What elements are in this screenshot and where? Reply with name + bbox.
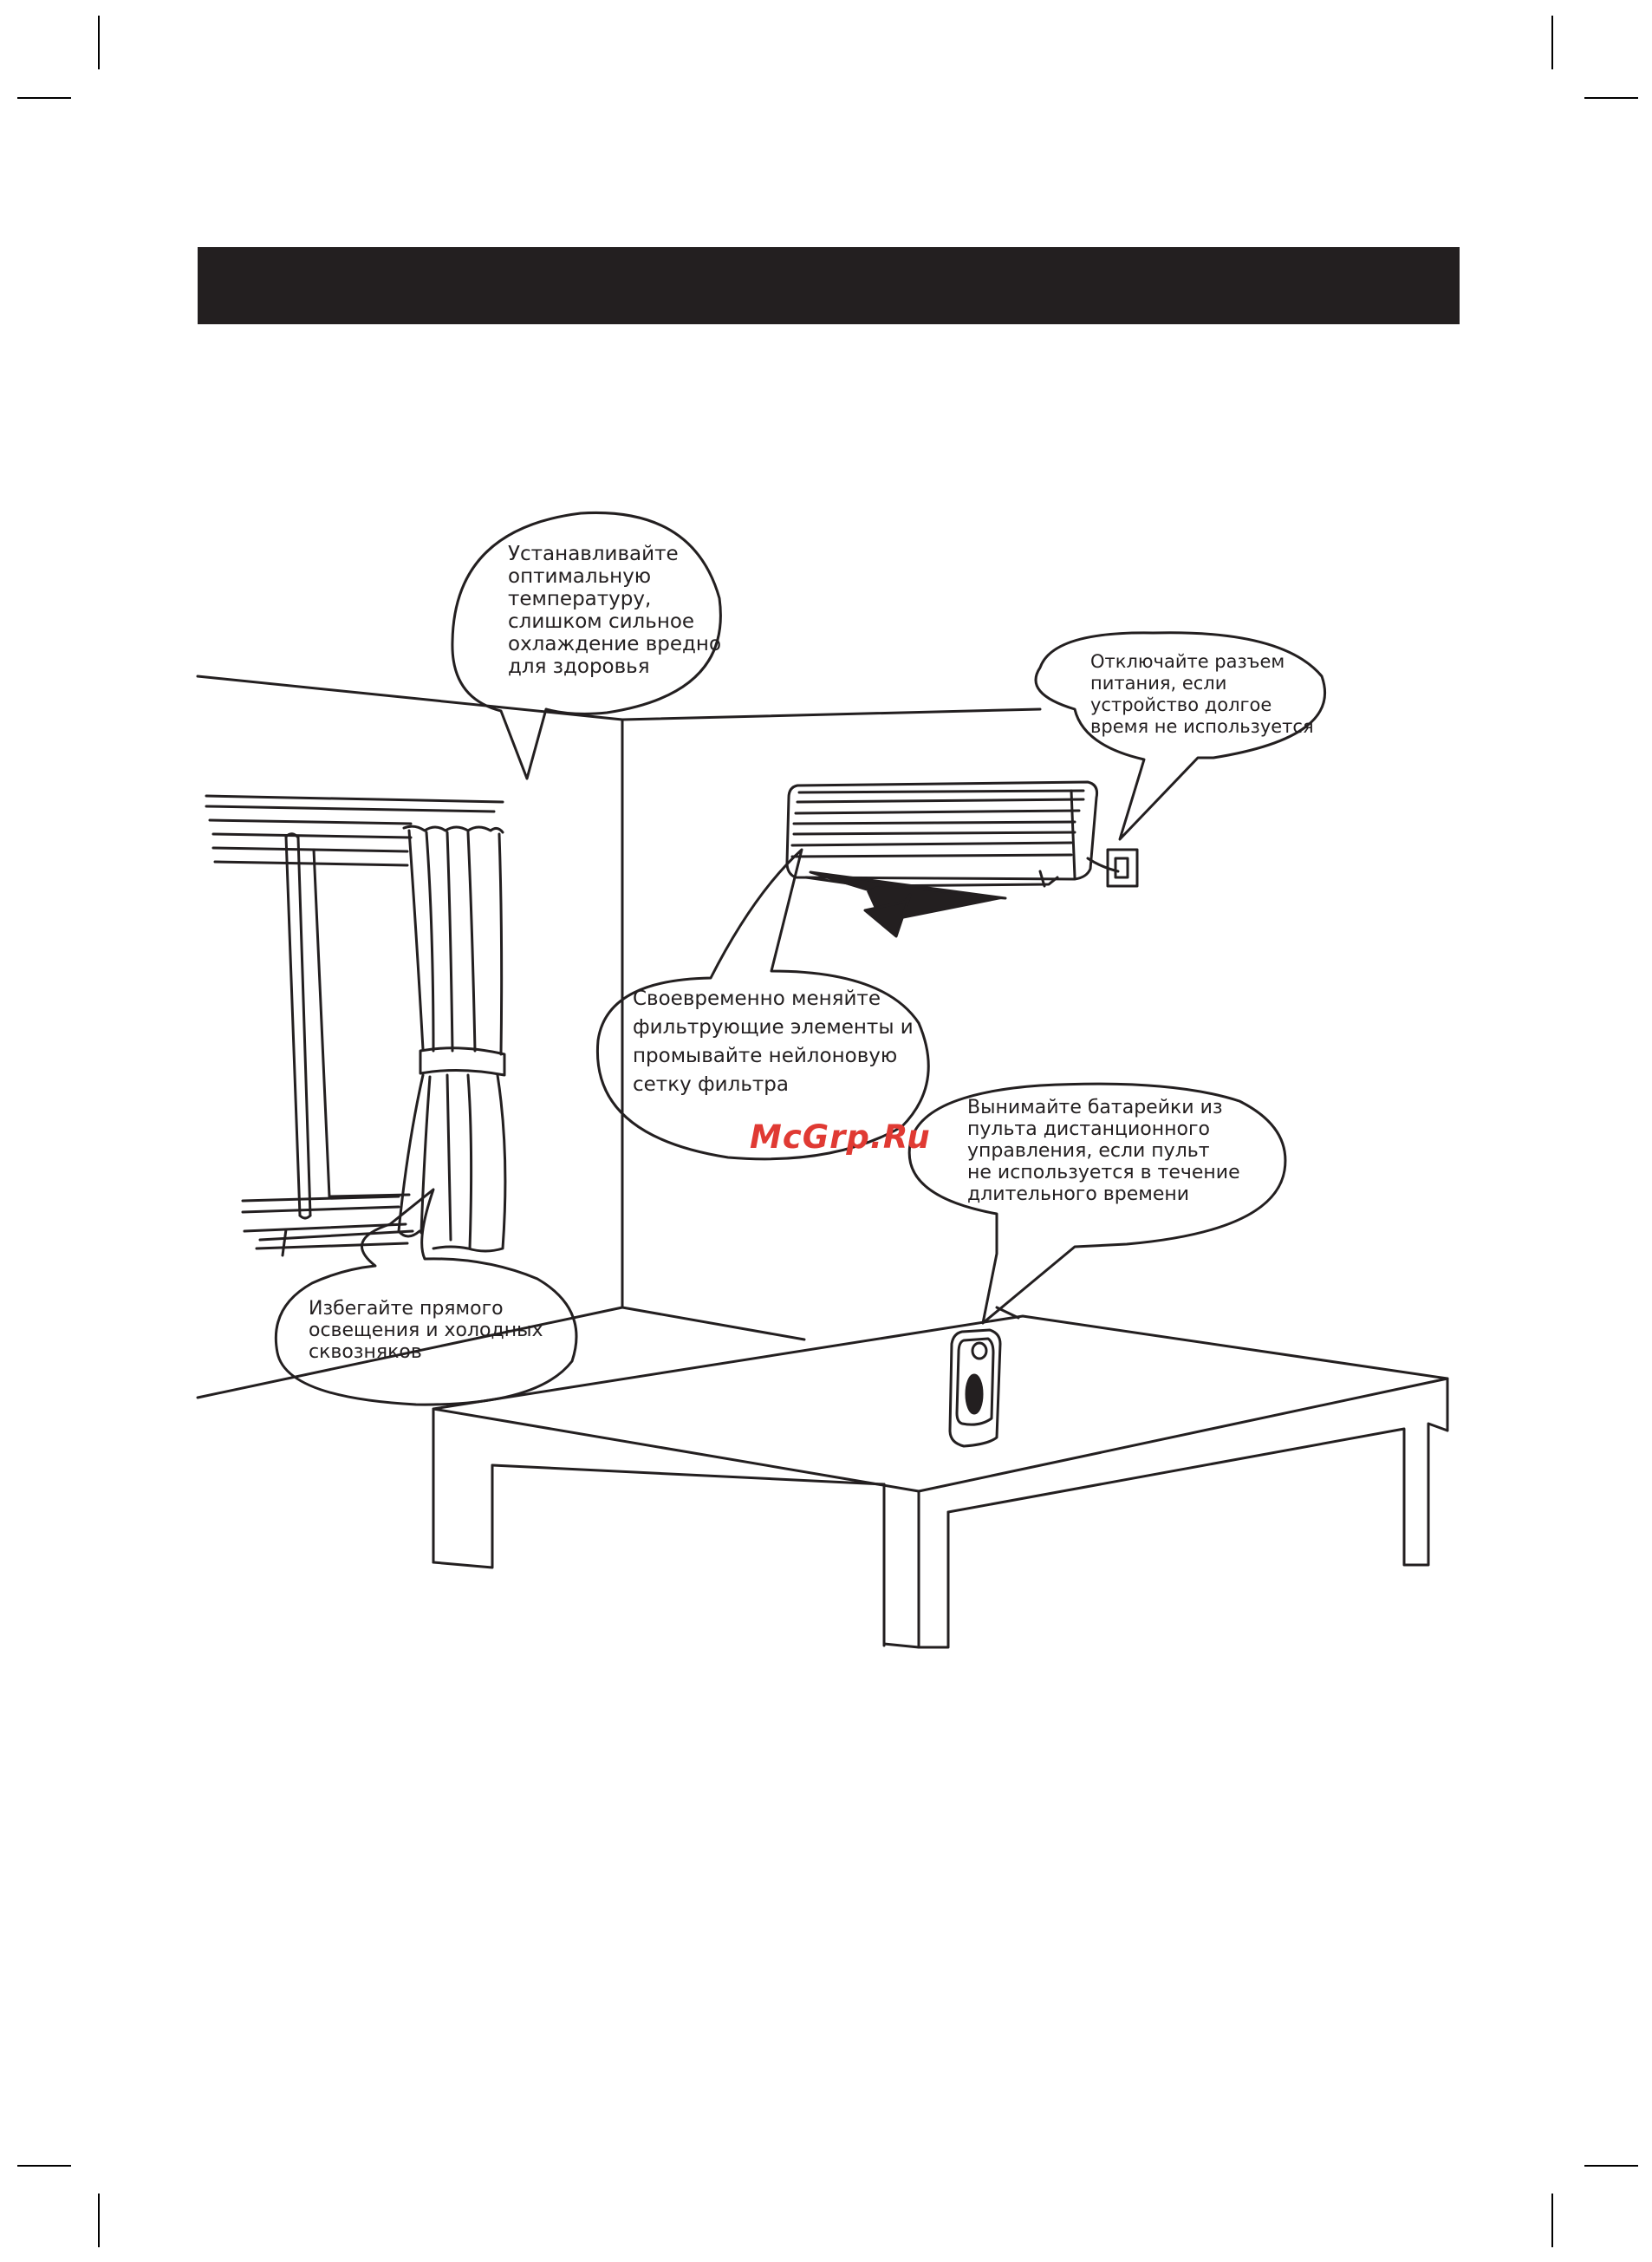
callout-line: Своевременно меняйте [633, 988, 881, 1010]
callout-line: промывайте нейлоновую [633, 1045, 898, 1067]
power-socket-icon [1108, 850, 1137, 886]
callout-text-batteries [967, 1097, 1240, 1205]
callout-line: пульта дистанционного [967, 1118, 1210, 1140]
callout-line: устройство долгое [1090, 694, 1272, 715]
callout-line: сетку фильтра [633, 1073, 789, 1096]
callout-line: слишком сильное [508, 610, 695, 633]
callout-line: Устанавливайте [508, 543, 679, 565]
callout-line: питания, если [1090, 673, 1227, 694]
callout-text-filter [633, 985, 914, 1099]
callout-line: не используется в течение [967, 1162, 1240, 1183]
callout-line: Вынимайте батарейки из [967, 1097, 1223, 1118]
callout-line: фильтрующие элементы и [633, 1016, 914, 1039]
callout-text-sunlight [309, 1298, 543, 1363]
callout-line: Отключайте разъем [1090, 651, 1285, 672]
callout-line: охлаждение вредно [508, 633, 722, 655]
callout-line: Избегайте прямого [309, 1298, 504, 1320]
watermark: McGrp.Ru [750, 1118, 931, 1156]
callout-line: для здоровья [508, 655, 650, 678]
callout-line: сквозняков [309, 1341, 422, 1363]
callout-line: длительного времени [967, 1183, 1190, 1205]
air-conditioner-icon [787, 782, 1118, 886]
remote-control-icon [950, 1330, 1000, 1446]
curtain-icon [399, 826, 505, 1251]
callout-line: оптимальную [508, 565, 652, 588]
callout-line: освещения и холодных [309, 1320, 543, 1341]
callout-text-unplug [1090, 651, 1314, 738]
callout-text-temperature [508, 543, 721, 678]
window-icon [206, 796, 503, 1255]
airflow-arrow-icon [810, 872, 1005, 936]
table-icon [433, 1316, 1447, 1647]
callout-line: управления, если пульт [967, 1140, 1210, 1162]
callout-line: температуру, [508, 588, 652, 610]
callout-line: время не используется [1090, 716, 1314, 737]
